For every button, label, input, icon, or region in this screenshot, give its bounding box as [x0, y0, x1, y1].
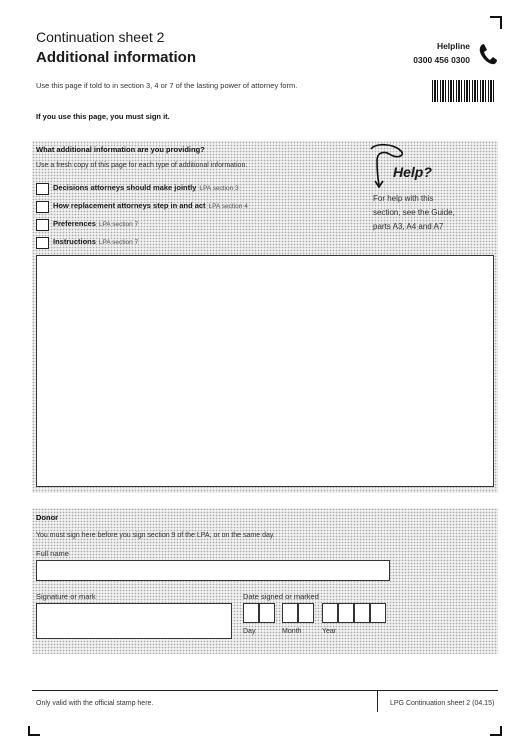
crop-mark-bottom-left-h: [28, 734, 40, 736]
option-jointly: [53, 183, 239, 192]
option-instructions-label: Instructions: [53, 237, 96, 246]
date-year-2[interactable]: [338, 603, 354, 623]
option-jointly-note: LPA section 3: [199, 185, 239, 192]
date-day-label: Day: [243, 628, 256, 635]
option-replacement: [53, 201, 248, 210]
additional-info-textarea[interactable]: [36, 255, 494, 487]
question-title: What additional information are you providing?: [36, 145, 205, 154]
phone-icon: [477, 42, 499, 66]
intro-text: Use this page if told to in section 3, 4 or 7 of the lasting power of attorney form.: [36, 81, 298, 90]
option-preferences: [53, 219, 138, 228]
signature-field[interactable]: [36, 603, 232, 639]
date-label: Date signed or marked: [243, 592, 319, 601]
option-jointly-label: Decisions attorneys should make jointly: [53, 183, 197, 192]
page-title: Continuation sheet 2: [36, 29, 165, 45]
checkbox-preferences[interactable]: [36, 219, 49, 231]
must-sign-note: If you use this page, you must sign it.: [36, 112, 170, 121]
checkbox-jointly[interactable]: [36, 183, 49, 195]
option-preferences-note: LPA section 7: [98, 221, 139, 228]
date-day-1[interactable]: [243, 603, 259, 623]
page-subtitle: Additional information: [36, 49, 196, 66]
checkbox-replacement[interactable]: [36, 201, 49, 213]
full-name-label: Full name: [36, 549, 69, 558]
option-replacement-label: How replacement attorneys step in and act: [53, 201, 206, 210]
barcode: [432, 80, 496, 102]
date-year-3[interactable]: [354, 603, 370, 623]
date-year-label: Year: [322, 628, 337, 635]
stamp-note: Only valid with the official stamp here.: [36, 700, 154, 707]
footer-rule: [32, 690, 498, 691]
date-month-label: Month: [282, 628, 302, 635]
signature-label: Signature or mark: [36, 592, 96, 601]
option-preferences-label: Preferences: [53, 219, 96, 228]
donor-heading: Donor: [36, 513, 59, 522]
option-replacement-note: LPA section 4: [208, 203, 248, 210]
option-instructions-note: LPA section 7: [98, 239, 139, 246]
crop-mark-bottom-right-h: [490, 734, 502, 736]
date-year-1[interactable]: [322, 603, 338, 623]
form-reference: LPG Continuation sheet 2 (04.15): [390, 700, 495, 707]
option-instructions: [53, 237, 138, 246]
help-text: For help with this section, see the Guide, parts A3, A4 and A7: [373, 194, 455, 231]
date-month-2[interactable]: [298, 603, 314, 623]
crop-mark-top-right-v: [500, 16, 502, 29]
help-title: Help?: [393, 164, 432, 180]
donor-sign-note: You must sign here before you sign section 9 of the LPA, or on the same day.: [36, 532, 275, 539]
helpline-number: 0300 456 0300: [413, 55, 470, 65]
question-instruction: Use a fresh copy of this page for each type of additional information.: [36, 162, 248, 169]
checkbox-instructions[interactable]: [36, 237, 49, 249]
date-month-1[interactable]: [282, 603, 298, 623]
date-day-2[interactable]: [259, 603, 275, 623]
full-name-field[interactable]: [36, 560, 390, 581]
date-year-4[interactable]: [370, 603, 386, 623]
footer-divider: [377, 690, 378, 712]
helpline-label: Helpline: [436, 41, 470, 51]
